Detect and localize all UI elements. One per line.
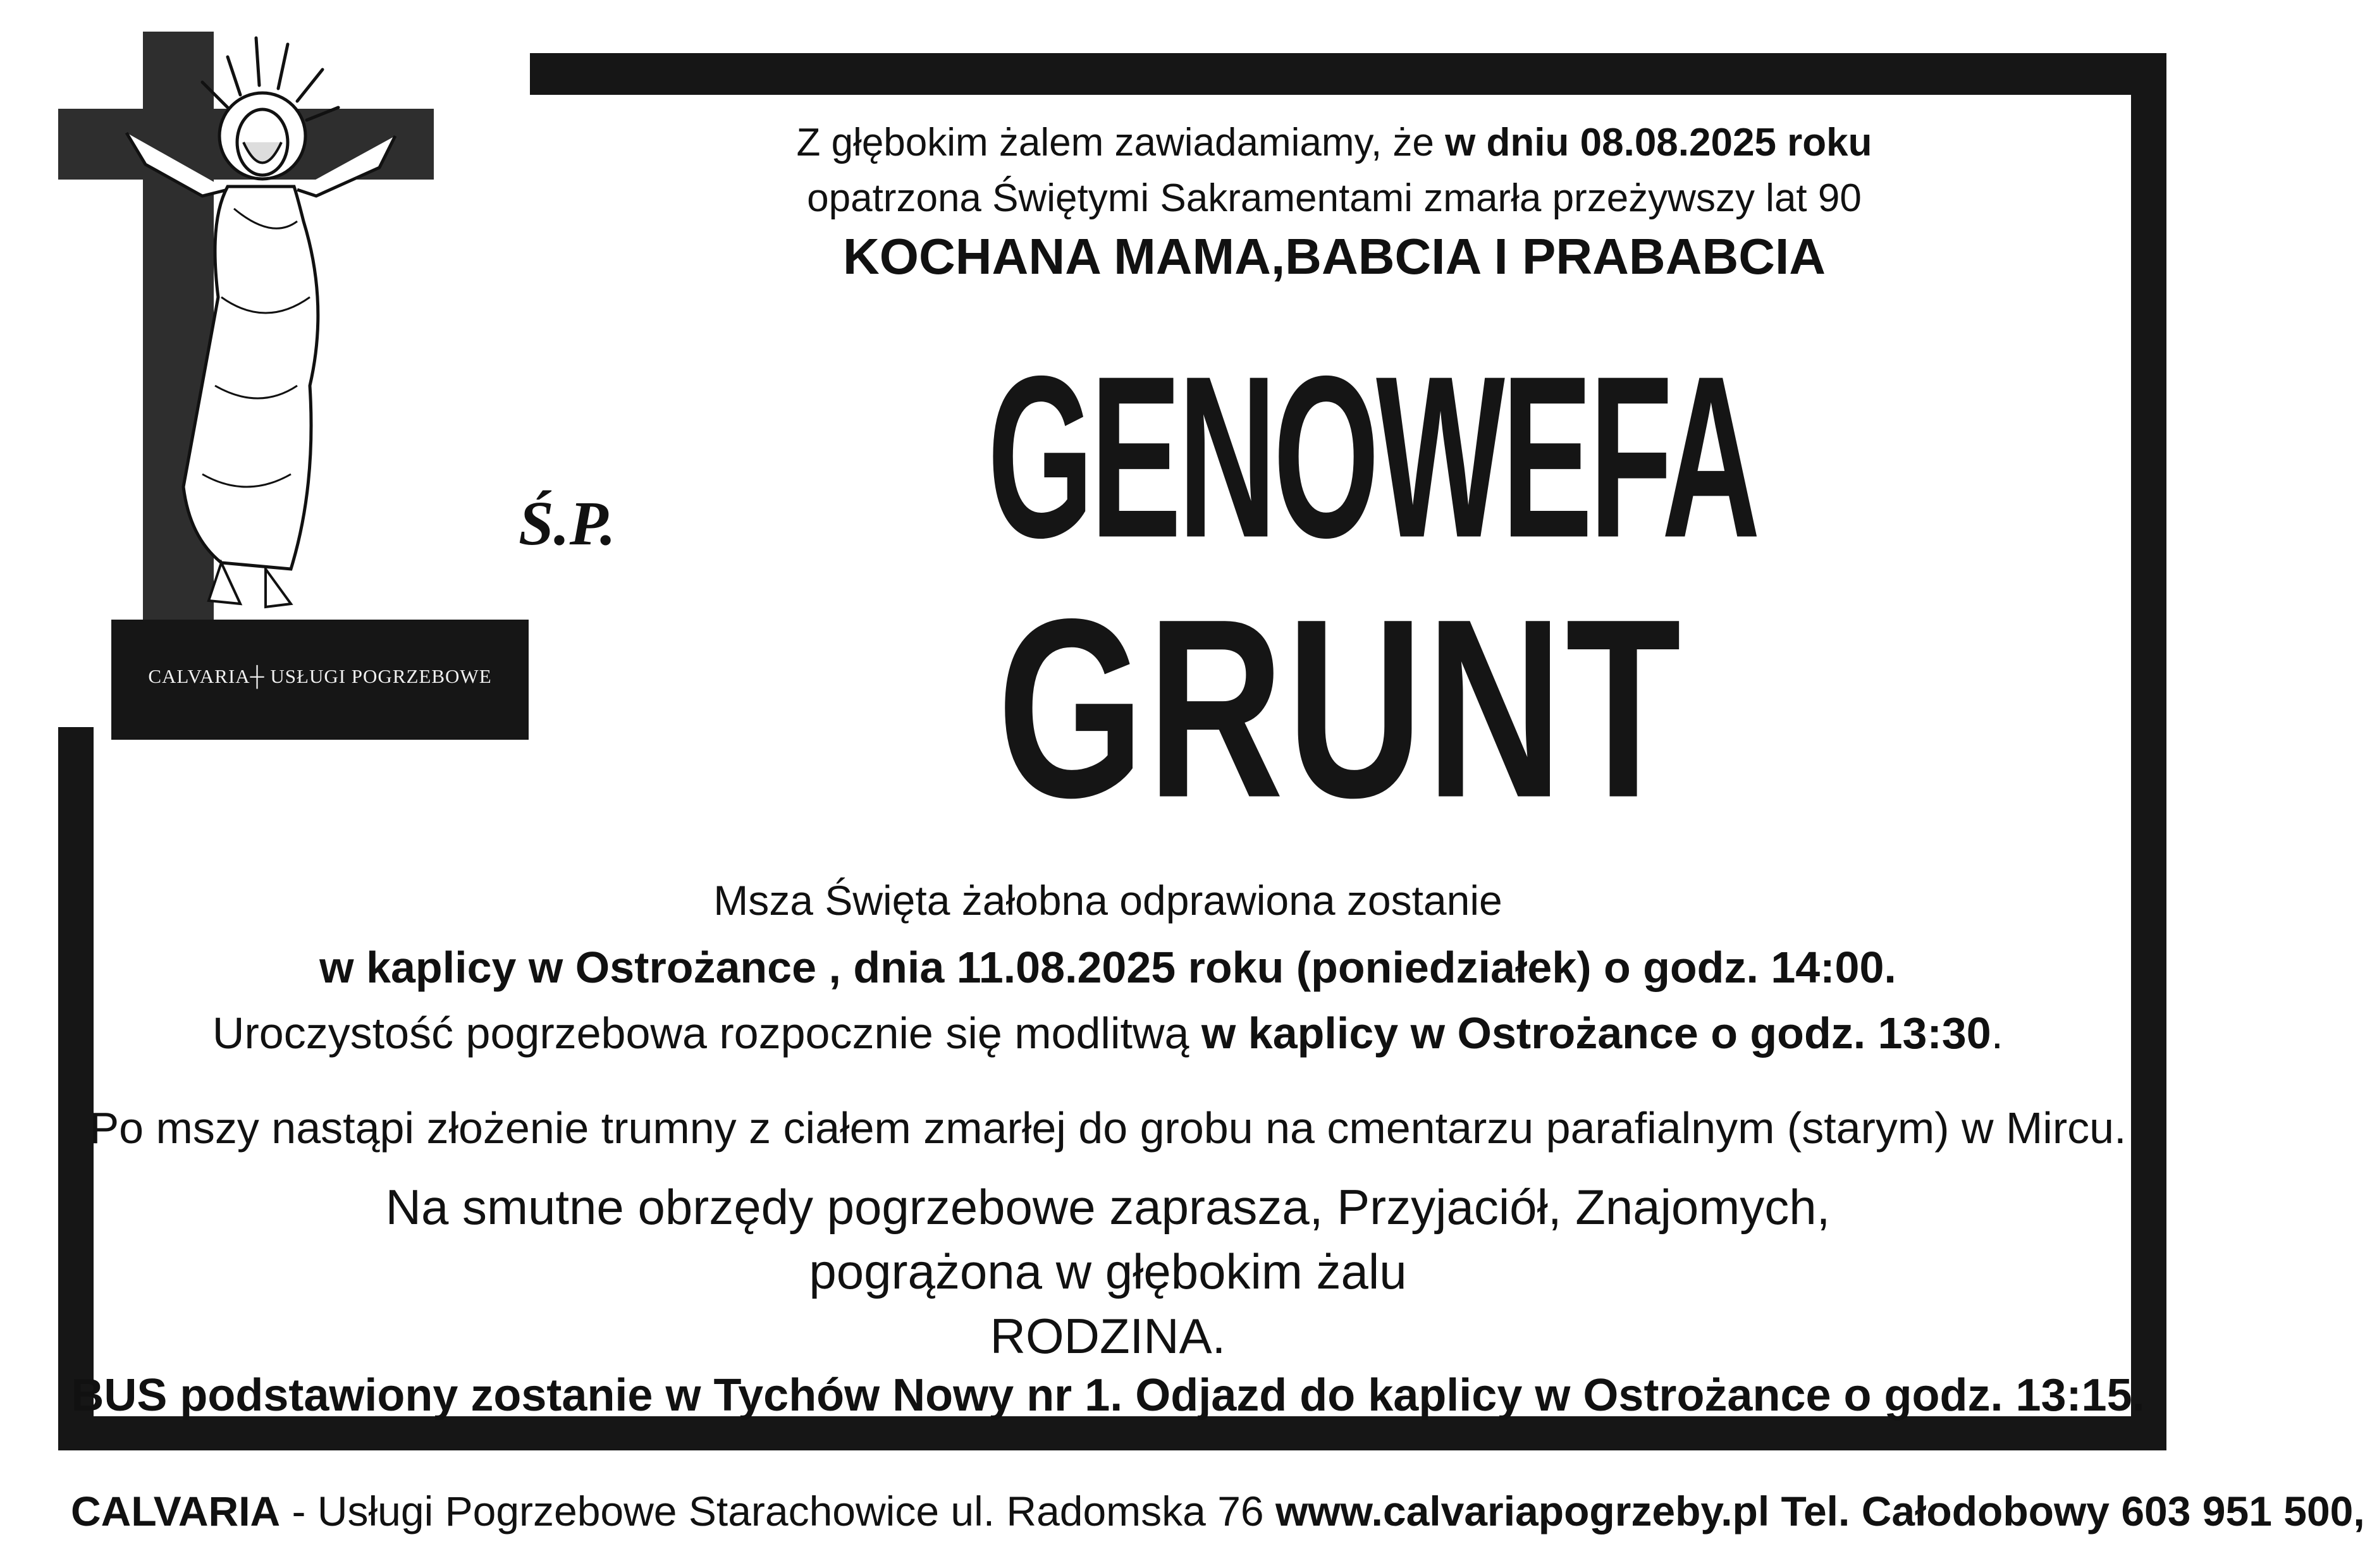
bus-info: BUS podstawiony zostanie w Tychów Nowy nr 1. Odjazd do kaplicy w Ostrożance o godz. 13:15. bbox=[71, 1370, 2145, 1421]
announcement-line-2: opatrzona Świętymi Sakramentami zmarła przeżywszy lat 90 bbox=[807, 176, 1862, 220]
footer bbox=[71, 1487, 2365, 1535]
announcement-line-1 bbox=[556, 120, 2112, 165]
invitation-line-1: Na smutne obrzędy pogrzebowe zaprasza, Przyjaciół, Znajomych, bbox=[385, 1179, 1831, 1235]
ceremony-period: . bbox=[1991, 1008, 2004, 1058]
invitation-line-2: pogrążona w głębokim żalu bbox=[809, 1244, 1407, 1299]
mass-intro: Msza Święta żałobna odprawiona zostanie bbox=[713, 877, 1502, 924]
death-date: w dniu 08.08.2025 roku bbox=[1445, 121, 1872, 164]
footer-company: CALVARIA bbox=[71, 1488, 281, 1534]
footer-address: - Usługi Pogrzebowe Starachowice ul. Radomska 76 bbox=[280, 1488, 1275, 1534]
risen-christ-illustration bbox=[108, 32, 487, 626]
mass-details: w kaplicy w Ostrożance , dnia 11.08.2025 roku (poniedziałek) o godz. 14:00. bbox=[319, 943, 1896, 992]
ceremony-place-time: w kaplicy w Ostrożance o godz. 13:30 bbox=[1201, 1008, 1991, 1058]
footer-phone: Tel. Całodobowy 603 951 500, bbox=[1769, 1488, 2365, 1534]
logo-text: CALVARIA┼ USŁUGI POGRZEBOWE bbox=[148, 665, 492, 687]
signature-family: RODZINA. bbox=[990, 1308, 1226, 1364]
first-name: GENOWEFA bbox=[987, 328, 1757, 586]
ceremony-intro: Uroczystość pogrzebowa rozpocznie się modlitwą bbox=[212, 1008, 1201, 1058]
ceremony-line bbox=[0, 1008, 2216, 1058]
family-relation: KOCHANA MAMA,BABCIA I PRABABCIA bbox=[843, 228, 1826, 285]
last-name: GRUNT bbox=[997, 567, 1684, 852]
footer-website[interactable]: www.calvariapogrzeby.pl bbox=[1275, 1488, 1770, 1534]
frame-border-top bbox=[530, 53, 2166, 95]
sp-prefix: Ś.P. bbox=[519, 488, 616, 558]
announcement-intro: Z głębokim żalem zawiadamiamy, że bbox=[796, 121, 1446, 164]
frame-border-bottom bbox=[58, 1416, 2166, 1450]
burial-line: Po mszy nastąpi złożenie trumny z ciałem zmarłej do grobu na cmentarzu parafialnym (starym) w Mircu. bbox=[89, 1103, 2127, 1153]
